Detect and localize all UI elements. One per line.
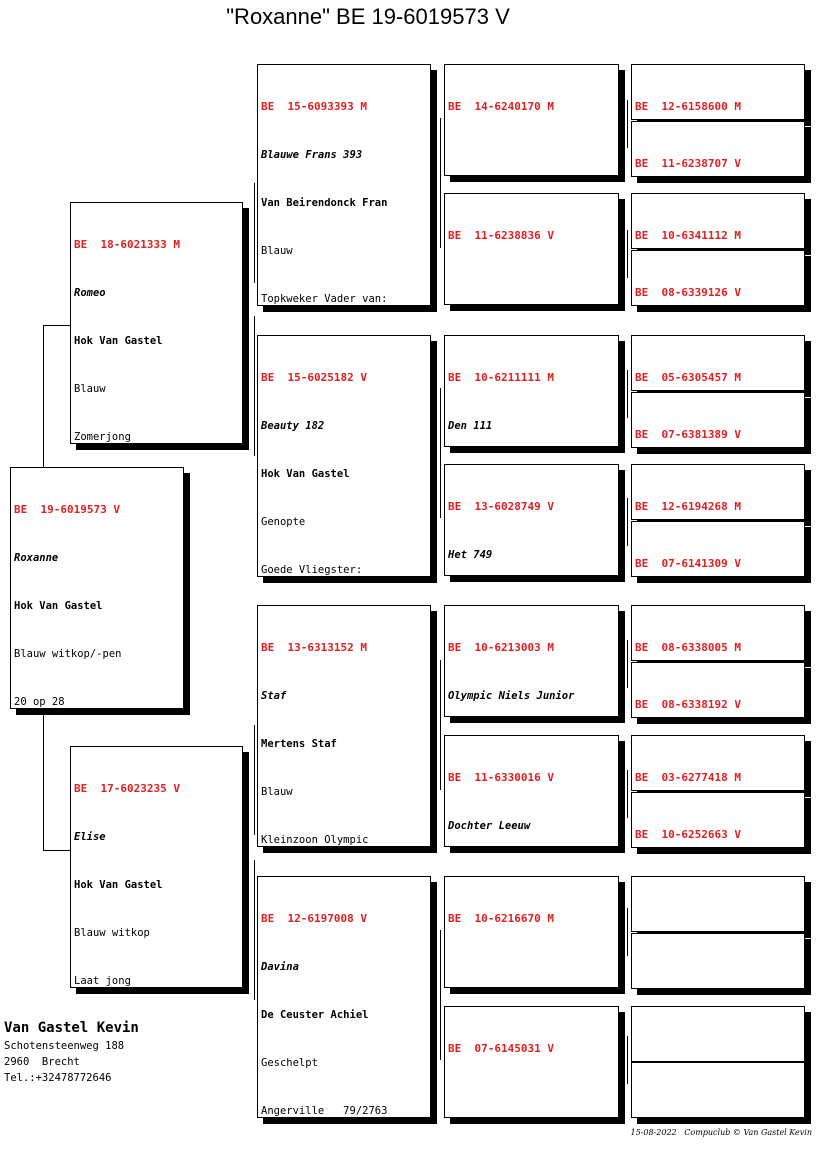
ring-number: BE 11-6330016 V — [448, 771, 554, 784]
pigeon-card-subject — [10, 467, 184, 709]
pigeon-card-fmf — [444, 335, 619, 447]
pigeon-card-g4 — [631, 464, 805, 520]
pigeon-card-g4 — [631, 735, 805, 791]
pigeon-card-fmm — [444, 464, 619, 576]
info-line: Blauw witkop/-pen — [14, 648, 122, 660]
info-line: Geschelpt — [261, 1057, 318, 1069]
pigeon-card-g4 — [631, 193, 805, 249]
pigeon-card-ff — [257, 64, 431, 306]
breeder-name: Van Beirendonck Fran — [261, 197, 388, 209]
info-line: Blauw witkop — [74, 927, 150, 939]
pigeon-name: Roxanne — [14, 552, 59, 564]
pigeon-card-g4 — [631, 121, 805, 177]
ring-number: BE 17-6023235 V — [74, 782, 180, 795]
pigeon-card-g4-empty — [631, 1062, 805, 1118]
ring-number: BE 12-6197008 V — [261, 912, 367, 925]
info-spacer — [448, 276, 615, 292]
info-spacer — [448, 959, 615, 975]
connector-line — [254, 316, 255, 456]
ring-number: BE 08-6338005 M — [635, 641, 741, 654]
ring-number: BE 13-6313152 M — [261, 641, 367, 654]
owner-name: Van Gastel Kevin — [4, 1020, 139, 1036]
pigeon-card-fm — [257, 335, 431, 577]
connector-line — [627, 770, 628, 818]
pigeon-name: Olympic Niels Junior — [448, 690, 575, 702]
pigeon-card-g4-empty — [631, 876, 805, 932]
ring-number: BE 07-6141309 V — [635, 557, 741, 570]
connector-line — [440, 118, 441, 248]
pigeon-card-mother — [70, 746, 243, 988]
ring-number: BE 18-6021333 M — [74, 238, 180, 251]
info-line: 20 op 28 — [14, 696, 65, 708]
pigeon-card-mm — [257, 876, 431, 1118]
info-line: Blauw — [74, 383, 106, 395]
ring-number: BE 10-6211111 M — [448, 371, 554, 384]
ring-number: BE 15-6093393 M — [261, 100, 367, 113]
breeder-name: Hok Van Gastel — [261, 468, 350, 480]
pigeon-name: Staf — [261, 690, 287, 702]
info-spacer — [448, 147, 615, 163]
ring-number: BE 07-6145031 V — [448, 1042, 554, 1055]
pigeon-name: Den 111 — [448, 420, 493, 432]
pigeon-card-g4 — [631, 792, 805, 848]
connector-line — [43, 850, 70, 851]
info-line: Angerville 79/2763 — [261, 1105, 388, 1117]
connector-line — [254, 725, 255, 835]
pigeon-name: Blauwe Frans 393 — [261, 149, 363, 161]
pigeon-card-g4 — [631, 521, 805, 577]
ring-number: BE 03-6277418 M — [635, 771, 741, 784]
connector-line — [440, 388, 441, 518]
ring-number: BE 15-6025182 V — [261, 371, 367, 384]
owner-block — [4, 1018, 139, 1086]
ring-number: BE 08-6339126 V — [635, 286, 741, 299]
pigeon-card-mfm — [444, 735, 619, 847]
connector-line — [627, 370, 628, 418]
pigeon-card-ffm — [444, 193, 619, 305]
connector-line — [627, 908, 628, 956]
connector-line — [627, 640, 628, 688]
info-line: Zomerjong — [74, 431, 131, 443]
breeder-name: De Ceuster Achiel — [261, 1009, 369, 1021]
pigeon-card-g4 — [631, 335, 805, 391]
pigeon-card-fff — [444, 64, 619, 176]
connector-line — [627, 230, 628, 278]
connector-line — [440, 930, 441, 1060]
connector-line — [627, 1036, 628, 1084]
pigeon-card-mff — [444, 605, 619, 717]
info-line: Genopte — [261, 516, 306, 528]
ring-number: BE 14-6240170 M — [448, 100, 554, 113]
owner-phone: Tel.:+32478772646 — [4, 1072, 112, 1084]
ring-number: BE 19-6019573 V — [14, 503, 120, 516]
ring-number: BE 10-6252663 V — [635, 828, 741, 841]
connector-line — [43, 325, 70, 326]
pigeon-card-g4 — [631, 64, 805, 120]
pigeon-card-g4-empty — [631, 1006, 805, 1062]
footer-credit: 15-08-2022 Compuclub © Van Gastel Kevin — [630, 1128, 812, 1137]
breeder-name: Mertens Staf — [261, 738, 337, 750]
pigeon-name: Dochter Leeuw — [448, 820, 531, 832]
ring-number: BE 08-6338192 V — [635, 698, 741, 711]
ring-number: BE 13-6028749 V — [448, 500, 554, 513]
breeder-name: Hok Van Gastel — [74, 335, 163, 347]
pigeon-card-g4 — [631, 250, 805, 306]
pigeon-card-mf — [257, 605, 431, 847]
page-title: "Roxanne" BE 19-6019573 V — [226, 4, 510, 29]
ring-number: BE 10-6341112 M — [635, 229, 741, 242]
ring-number: BE 07-6381389 V — [635, 428, 741, 441]
connector-line — [440, 660, 441, 790]
ring-number: BE 11-6238707 V — [635, 157, 741, 170]
connector-line — [254, 183, 255, 283]
ring-number: BE 10-6216670 M — [448, 912, 554, 925]
info-line: Laat jong — [74, 975, 131, 987]
pigeon-name: Elise — [74, 831, 106, 843]
pigeon-card-g4 — [631, 605, 805, 661]
pigeon-name: Romeo — [74, 287, 106, 299]
ring-number: BE 11-6238836 V — [448, 229, 554, 242]
connector-line — [43, 710, 44, 850]
info-spacer — [448, 1089, 615, 1105]
pigeon-card-g4 — [631, 662, 805, 718]
info-line: Goede Vliegster: — [261, 564, 363, 576]
breeder-name: Hok Van Gastel — [74, 879, 163, 891]
ring-number: BE 10-6213003 M — [448, 641, 554, 654]
ring-number: BE 12-6194268 M — [635, 500, 741, 513]
info-line: Blauw — [261, 245, 293, 257]
connector-line — [254, 860, 255, 1000]
breeder-name: Hok Van Gastel — [14, 600, 103, 612]
connector-line — [627, 498, 628, 546]
info-line: Kleinzoon Olympic — [261, 834, 369, 846]
ring-number: BE 05-6305457 M — [635, 371, 741, 384]
connector-line — [627, 100, 628, 148]
connector-line — [43, 325, 44, 470]
info-line: Topkweker Vader van: — [261, 293, 388, 305]
info-line: Blauw — [261, 786, 293, 798]
pigeon-card-g4-empty — [631, 933, 805, 989]
pigeon-card-father — [70, 202, 243, 444]
ring-number: BE 12-6158600 M — [635, 100, 741, 113]
pigeon-name: Davina — [261, 961, 299, 973]
owner-street: Schotensteenweg 188 — [4, 1040, 125, 1052]
owner-city: 2960 Brecht — [4, 1056, 80, 1068]
pigeon-card-g4 — [631, 392, 805, 448]
pigeon-card-mmm — [444, 1006, 619, 1118]
pigeon-name: Het 749 — [448, 549, 493, 561]
pigeon-name: Beauty 182 — [261, 420, 325, 432]
pigeon-card-mmf — [444, 876, 619, 988]
